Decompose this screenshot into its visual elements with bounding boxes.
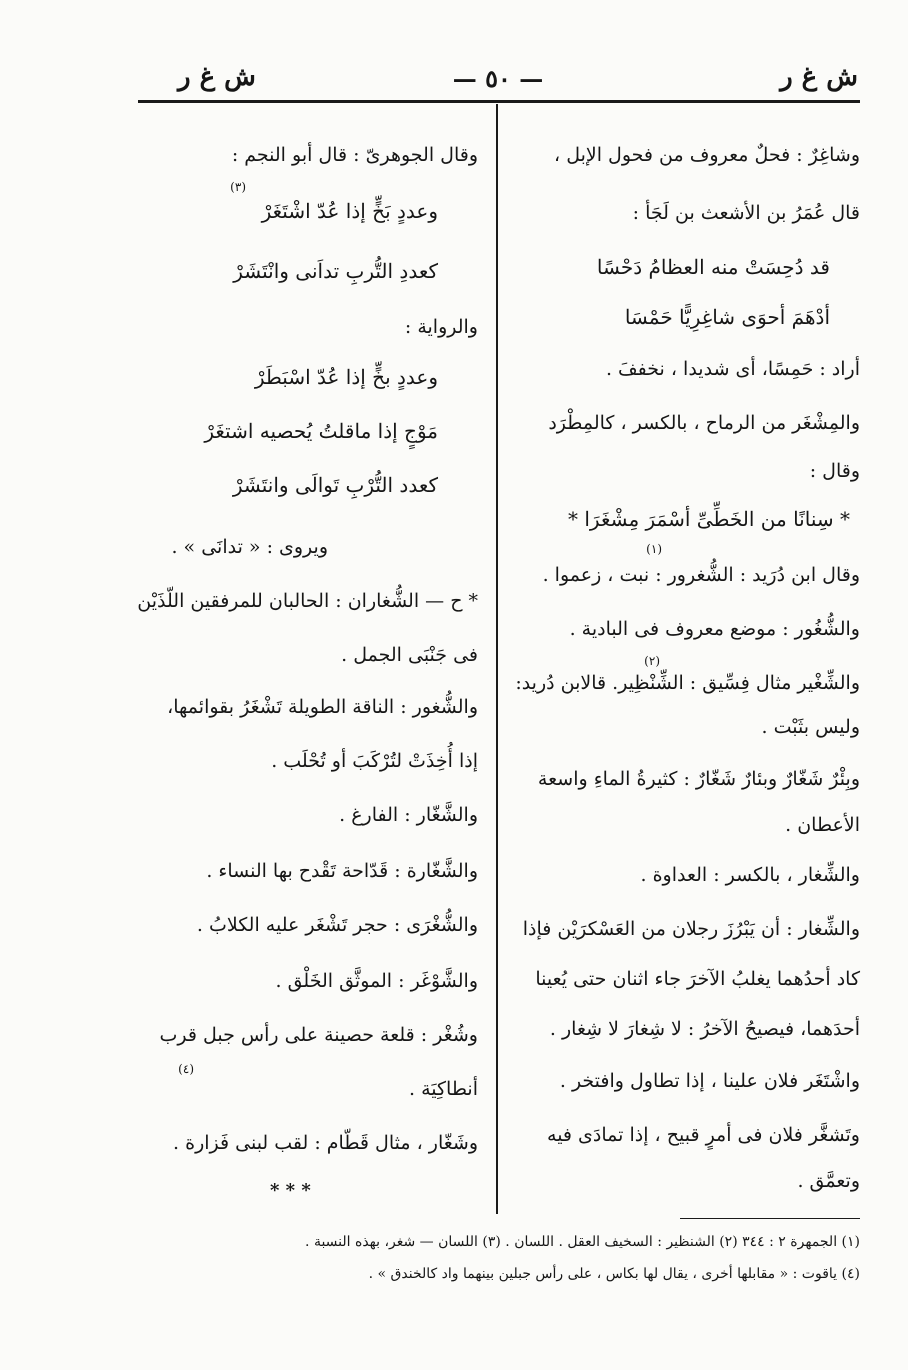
text-line: والشُّغُور : موضع معروف فى البادية . <box>569 618 860 640</box>
column-divider <box>496 104 498 1214</box>
text-line: والشِّغْير مثال فِسِّيق : الشِّنْظِير. قالابن دُريد: <box>515 672 860 694</box>
footnote-marker-1: (١) <box>646 542 662 556</box>
header-root-right: ش غ ر <box>780 62 858 92</box>
verse-line: وعددٍ بخٍّ إذا عُدّ اسْبَطَرْ <box>254 365 438 389</box>
text-line: أحدَهما، فيصيحُ الآخرُ : لا شِغارَ لا شِغار . <box>549 1018 860 1040</box>
footnote-marker-2: (٢) <box>644 654 660 668</box>
text-line: والشُّغور : الناقة الطويلة تَشْغَرُ بقوائمها، <box>167 696 478 718</box>
text-line: وتَشغَّر فلان فى أمرٍ قبيح ، إذا تمادَى فيه <box>547 1124 860 1146</box>
text-line: والشِّغار ، بالكسر : العداوة . <box>640 864 860 886</box>
text-line: الأعطان . <box>785 814 860 836</box>
verse-line: مَوْجٍ إذا ماقلتُ يُحصيه اشتغَرْ <box>204 419 438 443</box>
text-line: والشُّغْرَى : حجر تَشْغَر عليه الكلابُ . <box>196 914 478 936</box>
text-line: وشاغِرٌ : فحلٌ معروف من فحول الإبل ، <box>554 144 860 166</box>
text-line: والشِّغار : أن يَبْرُزَ رجلان من العَسْكرَيْن فإذا <box>522 918 860 940</box>
text-line: فى جَنْبَى الجمل . <box>341 644 478 666</box>
text-line: وقال الجوهرىّ : قال أبو النجم : <box>231 144 478 166</box>
verse-line: وعددٍ بَخٍّ إذا عُدّ اشْتَغَرْ <box>261 199 438 223</box>
verse-line: * سِنانًا من الخَطِّىِّ أسْمَرَ مِشْغَرَا * <box>568 507 850 531</box>
text-line: إذا أُخِذَتْ لتُرْكَبَ أو تُحْلَب . <box>271 750 478 772</box>
text-line: والشَّوْغَر : الموثَّق الخَلْق . <box>275 970 478 992</box>
verse-line: كعدد التُّرْبِ تَوالَى وانتَشَرْ <box>232 473 438 497</box>
text-line: والشَّغّار : الفارغ . <box>339 804 478 826</box>
footnote-line-2: (٤) ياقوت : « مقابلها أخرى ، يقال لها بكاس ، على رأس جبلين بينهما واد كالخندق » . <box>368 1266 860 1282</box>
verse-line: كعددِ التُّربِ تداَنى وانْتَشَرْ <box>233 259 438 283</box>
text-line: وشُغْر : قلعة حصينة على رأس جبل قرب <box>159 1024 478 1046</box>
text-line: والرواية : <box>404 316 478 338</box>
text-line: أراد : حَمِسًا، أى شديدا ، نخففَ . <box>605 358 860 380</box>
section-end-stars: * * * <box>270 1180 311 1201</box>
text-line: * ح — الشُّغاران : الحالبان للمرفقين اللّذَيْن <box>137 590 478 612</box>
header-root-left: ش غ ر <box>178 62 256 92</box>
text-line: كاد أحدُهما يغلبُ الآخرَ جاء اثنان حتى يُعينا <box>535 968 860 990</box>
footnote-rule <box>680 1218 860 1219</box>
text-line: وقال : <box>809 460 860 482</box>
verse-line: أدْهَمَ أحوَى شاغِرِيًّا حَمْسَا <box>624 305 830 329</box>
page-header <box>138 62 858 102</box>
text-line: وشَغّار ، مثال قَطّام : لقب لبنى فَزارة . <box>173 1132 478 1154</box>
text-line: وليس بثَبْت . <box>761 716 860 738</box>
text-line: أنطاكِيَة . <box>409 1078 478 1100</box>
footnote-line-1: (١) الجمهرة ٢ : ٣٤٤ (٢) الشنظير : السخيف العقل . اللسان . (٣) اللسان — شغر، بهذه النسبة . <box>305 1234 860 1250</box>
footnote-marker-3: (٣) <box>230 180 246 194</box>
text-line: والشَّغّارة : قَدّاحة تَقْدح بها النساء . <box>206 860 478 882</box>
text-line: قال عُمَرُ بن الأشعث بن لَجَأ : <box>632 202 860 224</box>
page-number: — ٥٠ — <box>452 64 544 93</box>
header-rule <box>138 100 860 103</box>
text-line: وقال ابن دُرَيد : الشُّغرور : نبت ، زعموا . <box>542 564 860 586</box>
text-line: والمِشْغَر من الرماح ، بالكسر ، كالمِطْرَد <box>548 412 860 434</box>
verse-line: قد دُحِسَتْ منه العظامُ دَحْسًا <box>596 255 830 279</box>
text-line: واشْتَغَر فلان علينا ، إذا تطاول وافتخر . <box>559 1070 860 1092</box>
text-line: وتعمَّق . <box>797 1170 860 1192</box>
text-line: ويروى : « تدانَى » . <box>171 536 328 558</box>
text-line: وبِئْرٌ شَغّارٌ وبئارٌ شَغّارٌ : كثيرةُ الماءِ واسعة <box>537 768 860 790</box>
footnote-marker-4: (٤) <box>178 1062 194 1076</box>
